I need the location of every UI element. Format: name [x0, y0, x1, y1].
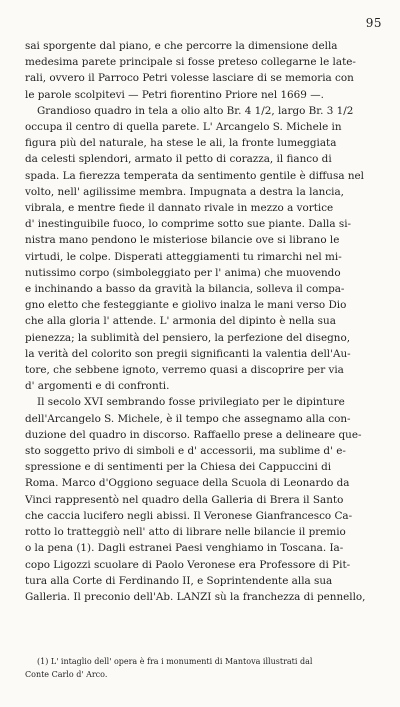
text-line: pienezza; la sublimità del pensiero, la perfezione del disegno,	[25, 331, 351, 344]
text-line: tore, che sebbene ignoto, verremo quasi a discoprire per via	[25, 364, 344, 377]
text-line: Vinci rappresentò nel quadro della Galleria di Brera il Santo	[25, 493, 344, 506]
text-line: Galleria. Il preconio dell'Ab. LANZI sù la franchezza di pennello,	[25, 590, 366, 603]
text-line: che caccia lucifero negli abissi. Il Veronese Gianfrancesco Ca-	[25, 509, 353, 522]
text-line: figura più del naturale, ha stese le ali, la fronte lumeggiata	[25, 137, 337, 150]
text-line: occupa il centro di quella parete. L' Arcangelo S. Michele in	[25, 121, 342, 134]
text-line: sai sporgente dal piano, e che percorre la dimensione della	[25, 40, 338, 52]
footnote-line: Conte Carlo d' Arco.	[25, 669, 108, 679]
page-number: 95	[365, 16, 382, 30]
footnote	[25, 656, 378, 681]
text-line: nutissimo corpo (simboleggiato per l' anima) che muovendo	[25, 266, 341, 279]
text-line: e inchinando a basso da gravità la bilancia, solleva il compa-	[25, 283, 345, 296]
text-line: dell'Arcangelo S. Michele, è il tempo che assegnamo alla con-	[25, 412, 351, 425]
text-line: vibrala, e mentre fiede il dannato rivale in mezzo a vortice	[25, 202, 334, 215]
text-line: le parole scolpitevi — Petri fiorentino Priore nel 1669 —.	[25, 88, 324, 101]
text-line: Grandioso quadro in tela a olio alto Br. 4 1/2, largo Br. 3 1/2	[37, 104, 354, 117]
text-line: tura alla Corte di Ferdinando II, e Soprintendente alla sua	[25, 574, 333, 587]
text-line: la verità del colorito son pregii significanti la valentia dell'Au-	[25, 347, 351, 360]
text-line: d' inestinguibile fuoco, lo comprime sotto sue piante. Dalla si-	[25, 218, 352, 231]
text-line: duzione del quadro in discorso. Raffaello prese a delineare que-	[25, 428, 362, 441]
text-line: Il secolo XVI sembrando fosse privilegiato per le dipinture	[37, 396, 345, 409]
footnote-line: (1) L' intaglio dell' opera è fra i monumenti di Mantova illustrati dal	[37, 657, 313, 666]
text-line: volto, nell' agilissime membra. Impugnata a destra la lancia,	[25, 185, 344, 198]
text-line: che alla gloria l' attende. L' armonia del dipinto è nella sua	[25, 315, 336, 328]
text-line: spressione e di sentimenti per la Chiesa dei Cappuccini di	[25, 461, 332, 474]
text-line: rotto lo tratteggiò nell' atto di librare nelle bilancie il premio	[25, 526, 346, 539]
text-line: spada. La fierezza temperata da sentimento gentile è diffusa nel	[25, 169, 364, 182]
text-line: Roma. Marco d'Oggiono seguace della Scuola di Leonardo da	[25, 477, 350, 490]
text-line: nistra mano pendono le misteriose bilancie ove si librano le	[25, 234, 340, 247]
text-line: medesima parete principale si fosse preteso collegarne le late-	[25, 56, 356, 69]
text-line: virtudi, le colpe. Disperati atteggiamenti tu rimarchi nel mi-	[25, 250, 342, 263]
text-line: gno eletto che festeggiante e giolivo inalza le mani verso Dio	[25, 299, 347, 312]
text-line: da celesti splendori, armato il petto di corazza, il fianco di	[25, 153, 332, 166]
text-line: o la pena (1). Dagli estranei Paesi venghiamo in Toscana. Ia-	[25, 542, 344, 555]
text-line: sto soggetto privo di simboli e d' accessorii, ma sublime d' e-	[25, 445, 346, 458]
text-line: copo Ligozzi scuolare di Paolo Veronese era Professore di Pit-	[25, 558, 351, 571]
text-line: d' argomenti e di confronti.	[25, 380, 170, 393]
text-line: rali, ovvero il Parroco Petri volesse lasciare di se memoria con	[25, 72, 354, 85]
body-text	[25, 38, 378, 605]
